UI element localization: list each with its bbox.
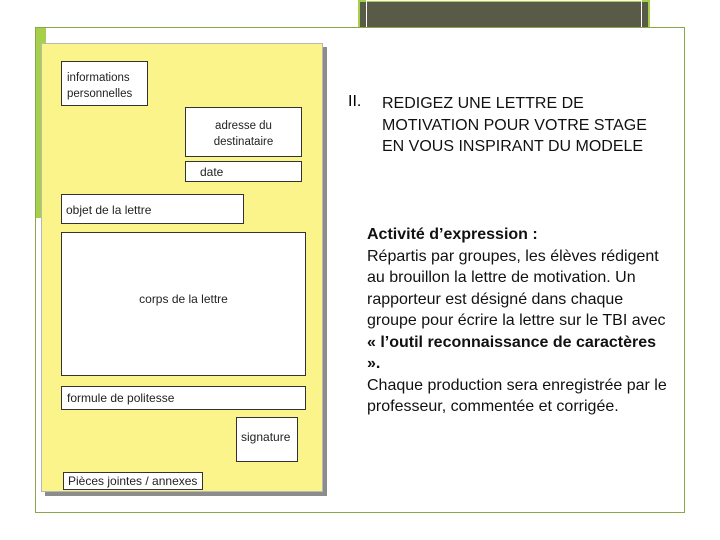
template-objet-box	[61, 194, 244, 224]
template-date-box	[185, 161, 302, 182]
template-signature-label: signature	[241, 430, 291, 444]
template-destinataire-label: adresse du destinataire	[213, 120, 274, 148]
template-corps-label: corps de la lettre	[139, 292, 228, 306]
template-pieces-box	[63, 472, 203, 490]
template-formule-box	[61, 386, 306, 410]
activity-text	[367, 224, 667, 418]
template-info-box	[61, 61, 148, 106]
template-corps-box	[61, 232, 306, 376]
template-date-label: date	[200, 165, 224, 179]
activity-conclusion: Chaque production sera enregistrée par le professeur, commentée et corrigée.	[367, 376, 667, 415]
template-pieces-label: Pièces jointes / annexes	[68, 474, 198, 488]
activity-title: Activité d’expression :	[367, 226, 538, 243]
template-formule-label: formule de politesse	[67, 391, 175, 405]
template-destinataire-box	[185, 107, 302, 157]
activity-description: Répartis par groupes, les élèves rédigent au brouillon la lettre de motivation. Un rapporteur est désigné dans chaque groupe pour écrire la lettre sur le TBI avec	[367, 247, 666, 329]
heading-number: II.	[348, 93, 362, 110]
template-info-label: informations personnelles	[67, 72, 133, 100]
template-signature-box	[236, 417, 298, 462]
template-objet-label: objet de la lettre	[66, 203, 152, 217]
heading-title: REDIGEZ UNE LETTRE DE MOTIVATION POUR VOTRE STAGE EN VOUS INSPIRANT DU MODELE	[382, 95, 647, 155]
activity-tool: « l’outil reconnaissance de caractères ».	[367, 333, 657, 372]
